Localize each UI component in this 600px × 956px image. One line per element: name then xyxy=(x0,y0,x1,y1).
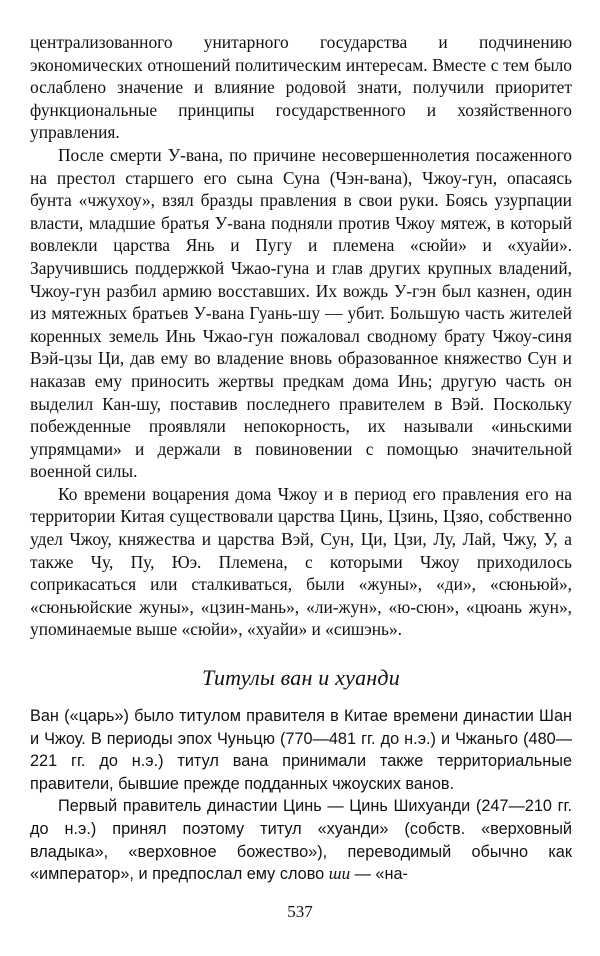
paragraph-uvan-death: После смерти У-вана, по причине несовершеннолетия посаженного на престол старшего его сына Суна (Чэн-вана), Чжоу-гун, опасаясь бунта «чжухоу», взял бразды правления в свои руки. Боясь узурпации власти, младшие братья У-вана подняли против Чжоу мятеж, в который вовлекли царства Янь и Пугу и племена «сюйи» и «хуайи». Заручившись поддержкой Чжао-гуна и глав других крупных владений, Чжоу-гун разбил армию восставших. Их вождь У-гэн был казнен, один из мятежных братьев У-вана Гуань-шу — убит. Большую часть жителей коренных земель Инь Чжао-гун пожаловал сводному брату Чжоу-синя Вэй-цзы Ци, дав ему во владение вновь образованное княжество Сун и наказав ему приносить жертвы предкам дома Инь; другую часть он выделил Кан-шу, поставив последнего правителем в Вэй. Поскольку побежденные проявляли непокорность, их называли «иньскими упрямцами» и держали в повиновении с помощью значительной военной силы. xyxy=(30,144,572,482)
page-number: 537 xyxy=(287,902,313,921)
section-heading: Титулы ван и хуанди xyxy=(202,665,400,691)
paragraph-huangdi-title xyxy=(30,795,572,885)
shi-emphasis: ши xyxy=(328,864,351,884)
paragraph-continuation: централизованного унитарного государства и подчинению экономических отношений политическим интересам. Вместе с тем было ослаблено значение и влияние родовой знати, получили приоритет функциональные принципы государственного и хозяйственного управления. xyxy=(30,32,572,143)
main-text xyxy=(30,31,572,641)
paragraph-kingdoms: Ко времени воцарения дома Чжоу и в период его правления его на территории Китая существовали царства Цинь, Цзинь, Цзяо, собственно удел Чжоу, княжества и царства Вэй, Сун, Ци, Цзи, Лу, Лай, Чжу, У, а также Чу, Пу, Юэ. Племена, с которыми Чжоу приходилось соприкасаться или сталкиваться, были «жуны», «ди», «сюньюй», «сюньюйские жуны», «цзин-мань», «ли-жун», «ю-сюн», «цюань жун», упоминаемые выше «сюйи», «хуайи» и «сишэнь». xyxy=(30,483,572,640)
paragraph-van-title: Ван («царь») было титулом правителя в Китае времени династии Шан и Чжоу. В периоды эпох Чуньцю (770—481 гг. до н.э.) и Чжаньго (480—221 гг. до н.э.) титул вана принимали также территориальные правители, бывшие прежде подданных чжоуских ванов. xyxy=(30,707,572,793)
page xyxy=(30,31,572,886)
huangdi-text-end: — «на- xyxy=(350,865,408,884)
huangdi-text-start: Первый правитель династии Цинь — Цинь Шихуанди (247—210 гг. до н.э.) принял поэтому титул «хуанди» (собств. «верховный владыка», «верховное божество»), переводимый обычно как «император», и предпослал ему слово xyxy=(30,797,572,884)
section-text xyxy=(30,705,572,886)
